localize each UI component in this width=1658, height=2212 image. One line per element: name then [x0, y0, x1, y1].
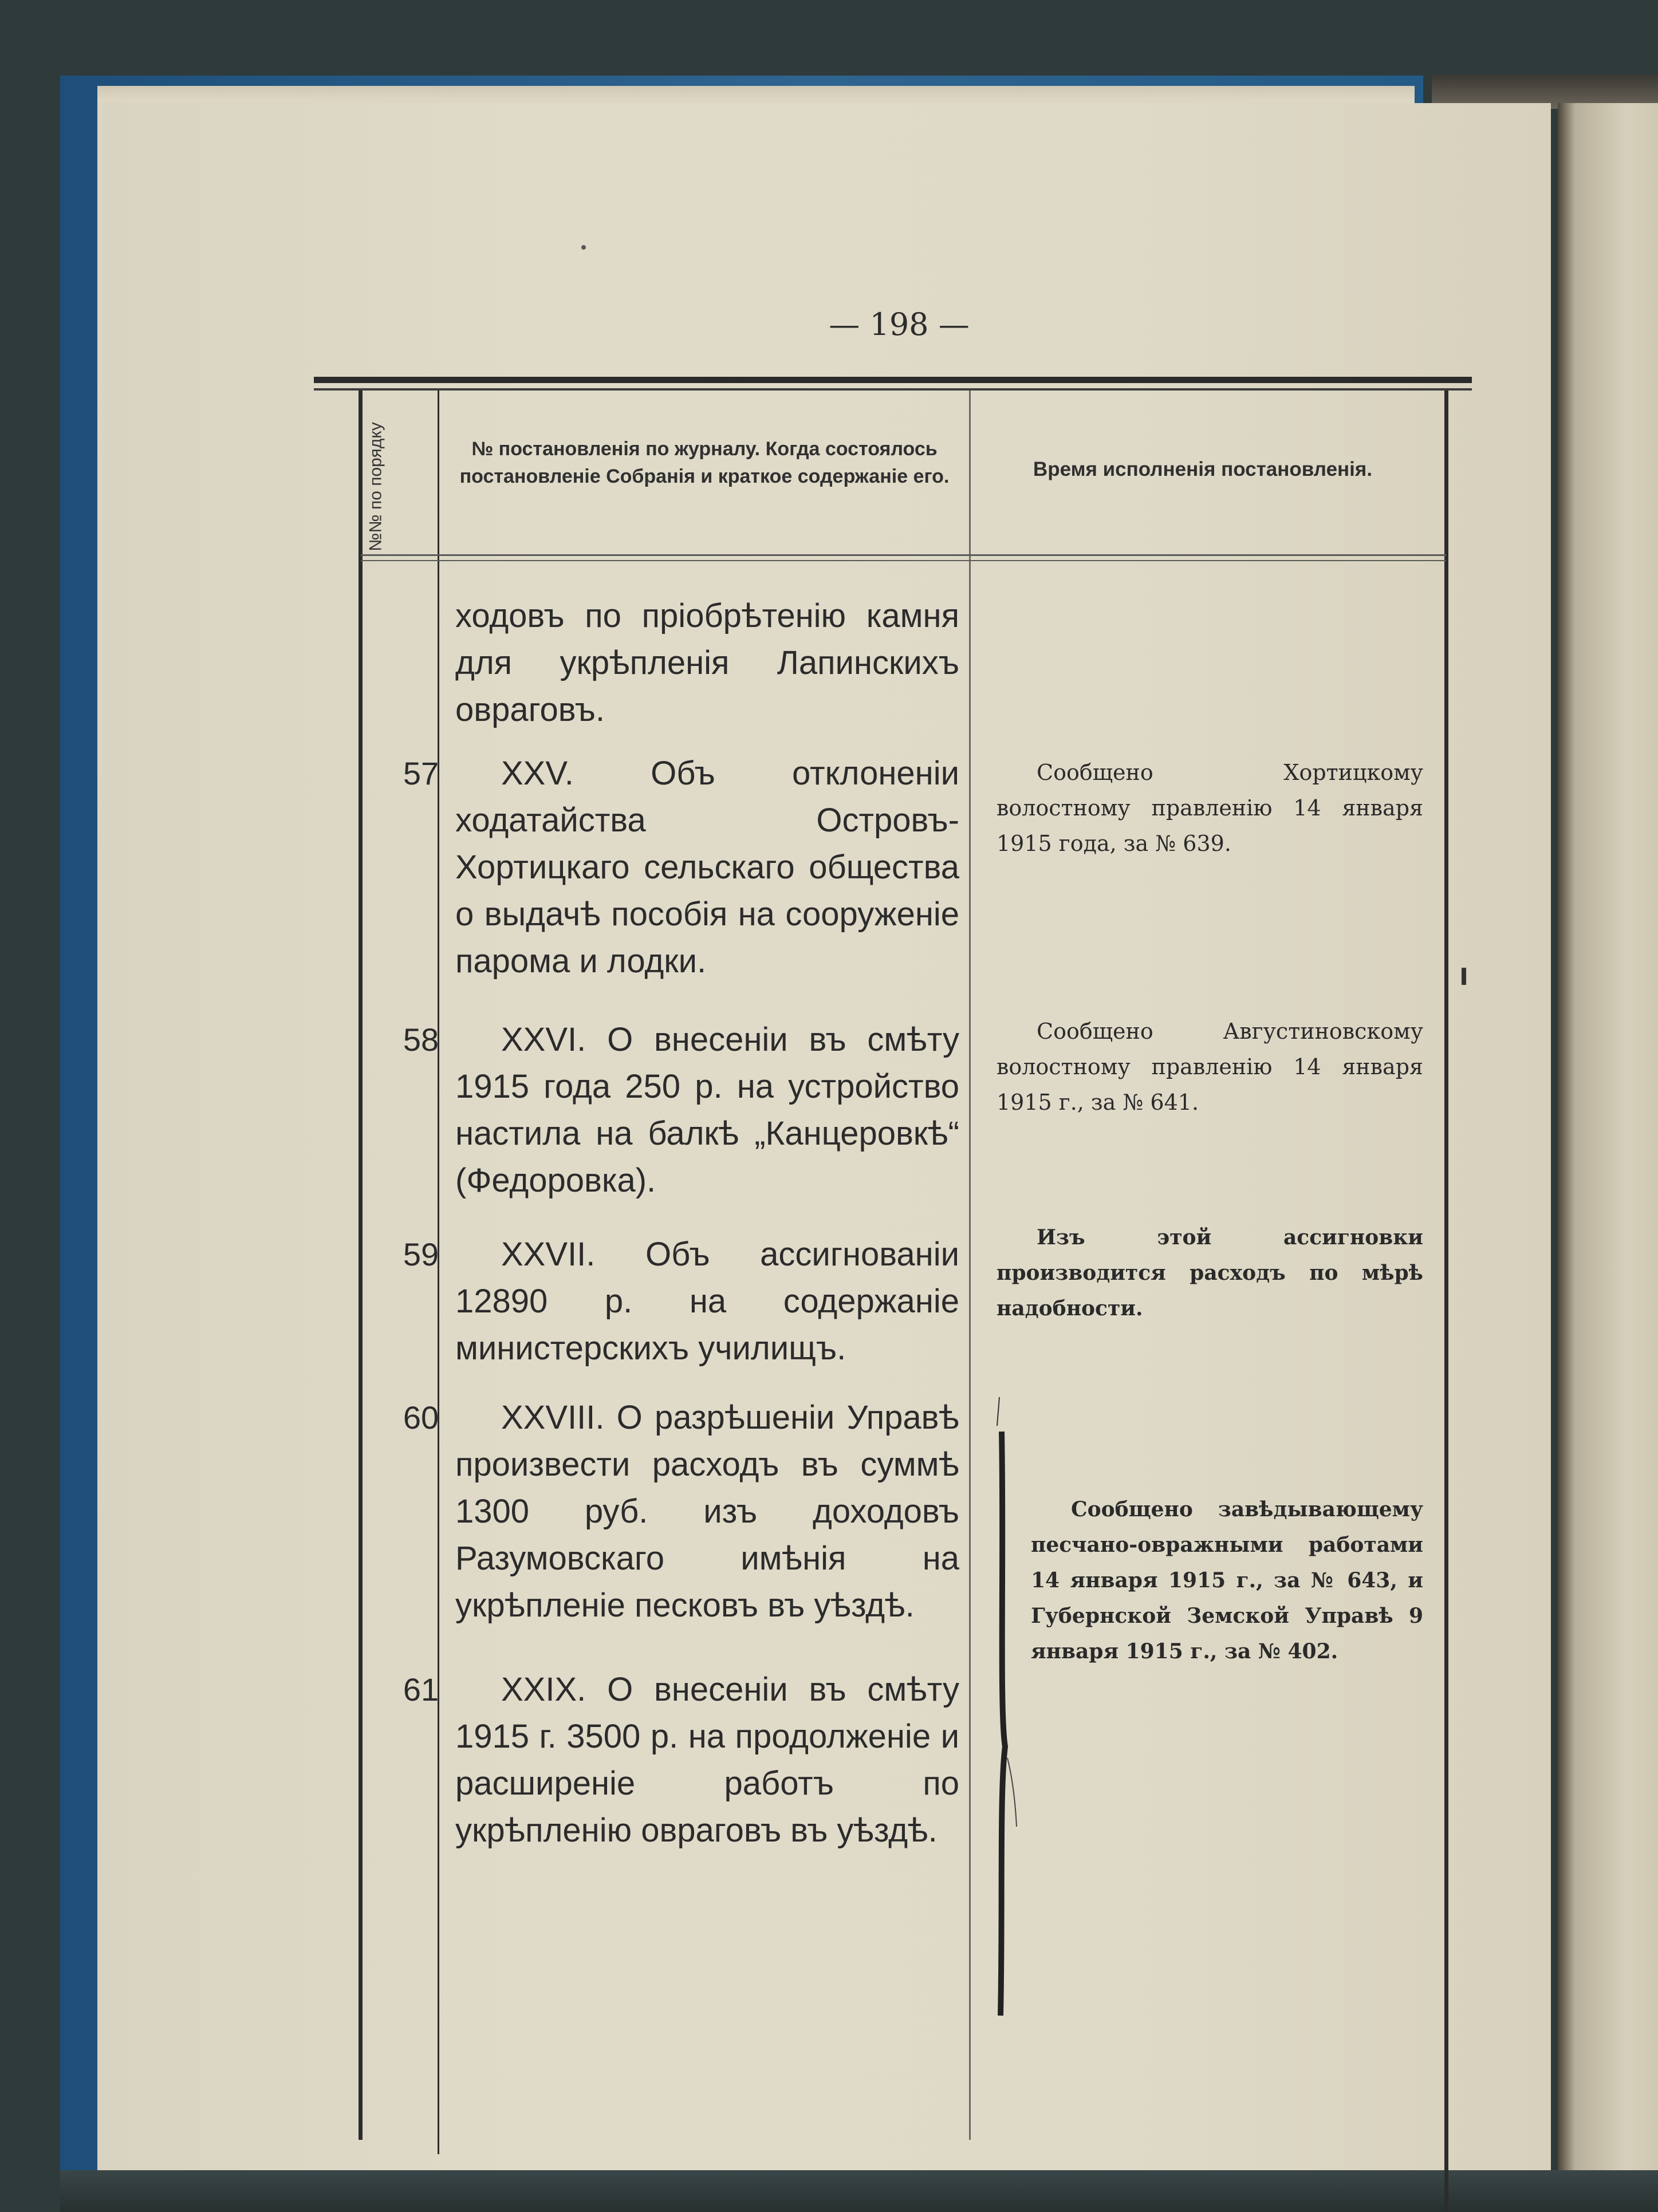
row-number: 58	[403, 1022, 439, 1058]
table-top-rule	[314, 377, 1472, 383]
row-description: XXVIII. О разрѣшеніи Управѣ произвести расходъ въ суммѣ 1300 руб. изъ доходовъ Разумовскаго имѣнія на укрѣпленіе песковъ въ уѣздѣ.	[455, 1399, 959, 1624]
row-number: 61	[403, 1671, 439, 1708]
row-description: XXV. Объ отклоненіи ходатайства Островъ-Хортицкаго сельскаго общества о выдачѣ пособія на сооруженіе парома и лодки.	[455, 755, 959, 980]
row-description: XXIX. О внесеніи въ смѣту 1915 г. 3500 р. на продолженіе и расширеніе работъ по укрѣпленію овраговъ въ уѣздѣ.	[455, 1671, 959, 1849]
header-bottom-rule	[361, 554, 1446, 556]
scan-bottom-edge	[60, 2170, 1658, 2212]
page-number: — 198 —	[829, 306, 970, 342]
table-right-border	[1444, 391, 1448, 2212]
ink-speck	[581, 245, 586, 250]
facing-page-edge	[1558, 103, 1658, 2212]
margin-mark	[1462, 968, 1466, 985]
header-bottom-rule-thin	[361, 560, 1446, 561]
execution-note: Изъ этой ассигновки производится расходъ по мѣрѣ надобности.	[997, 1225, 1423, 1320]
header-num-column	[350, 424, 402, 550]
header-num-label: №№ по порядку	[367, 422, 385, 551]
row-description: XXVII. Объ ассигнованіи 12890 р. на содержаніе министерскихъ училищъ.	[455, 1236, 959, 1367]
row-number: 57	[403, 755, 439, 791]
table-left-border	[359, 391, 363, 2140]
row-description: XXVI. О внесеніи въ смѣту 1915 года 250 р. на устройство настила на балкѣ „Канцеровкѣ“ (Федоровка).	[455, 1021, 959, 1199]
header-time-column: Время исполненія постановленія.	[1033, 458, 1373, 480]
table-top-rule-thin	[314, 388, 1472, 391]
header-desc-column: № постановленія по журналу. Когда состоялось постановленіе Собранія и краткое содержаніе его.	[459, 438, 950, 487]
row-continuation-text: ходовъ по пріобрѣтенію камня для укрѣпленія Лапинскихъ овраговъ.	[455, 597, 959, 728]
row-number: 60	[403, 1399, 439, 1436]
desc-column-divider	[969, 391, 971, 2140]
execution-note: Сообщено завѣдывающему песчано-овражными работами 14 января 1915 г., за № 643, и Губернской Земской Управѣ 9 января 1915 г., за № 402.	[1031, 1497, 1423, 1663]
execution-note: Сообщено Хортицкому волостному правленію 14 января 1915 года, за № 639.	[997, 760, 1423, 856]
grouping-brace	[994, 1391, 1028, 2021]
execution-note: Сообщено Августиновскому волостному правленію 14 января 1915 г., за № 641.	[997, 1019, 1423, 1115]
row-number: 59	[403, 1236, 439, 1272]
